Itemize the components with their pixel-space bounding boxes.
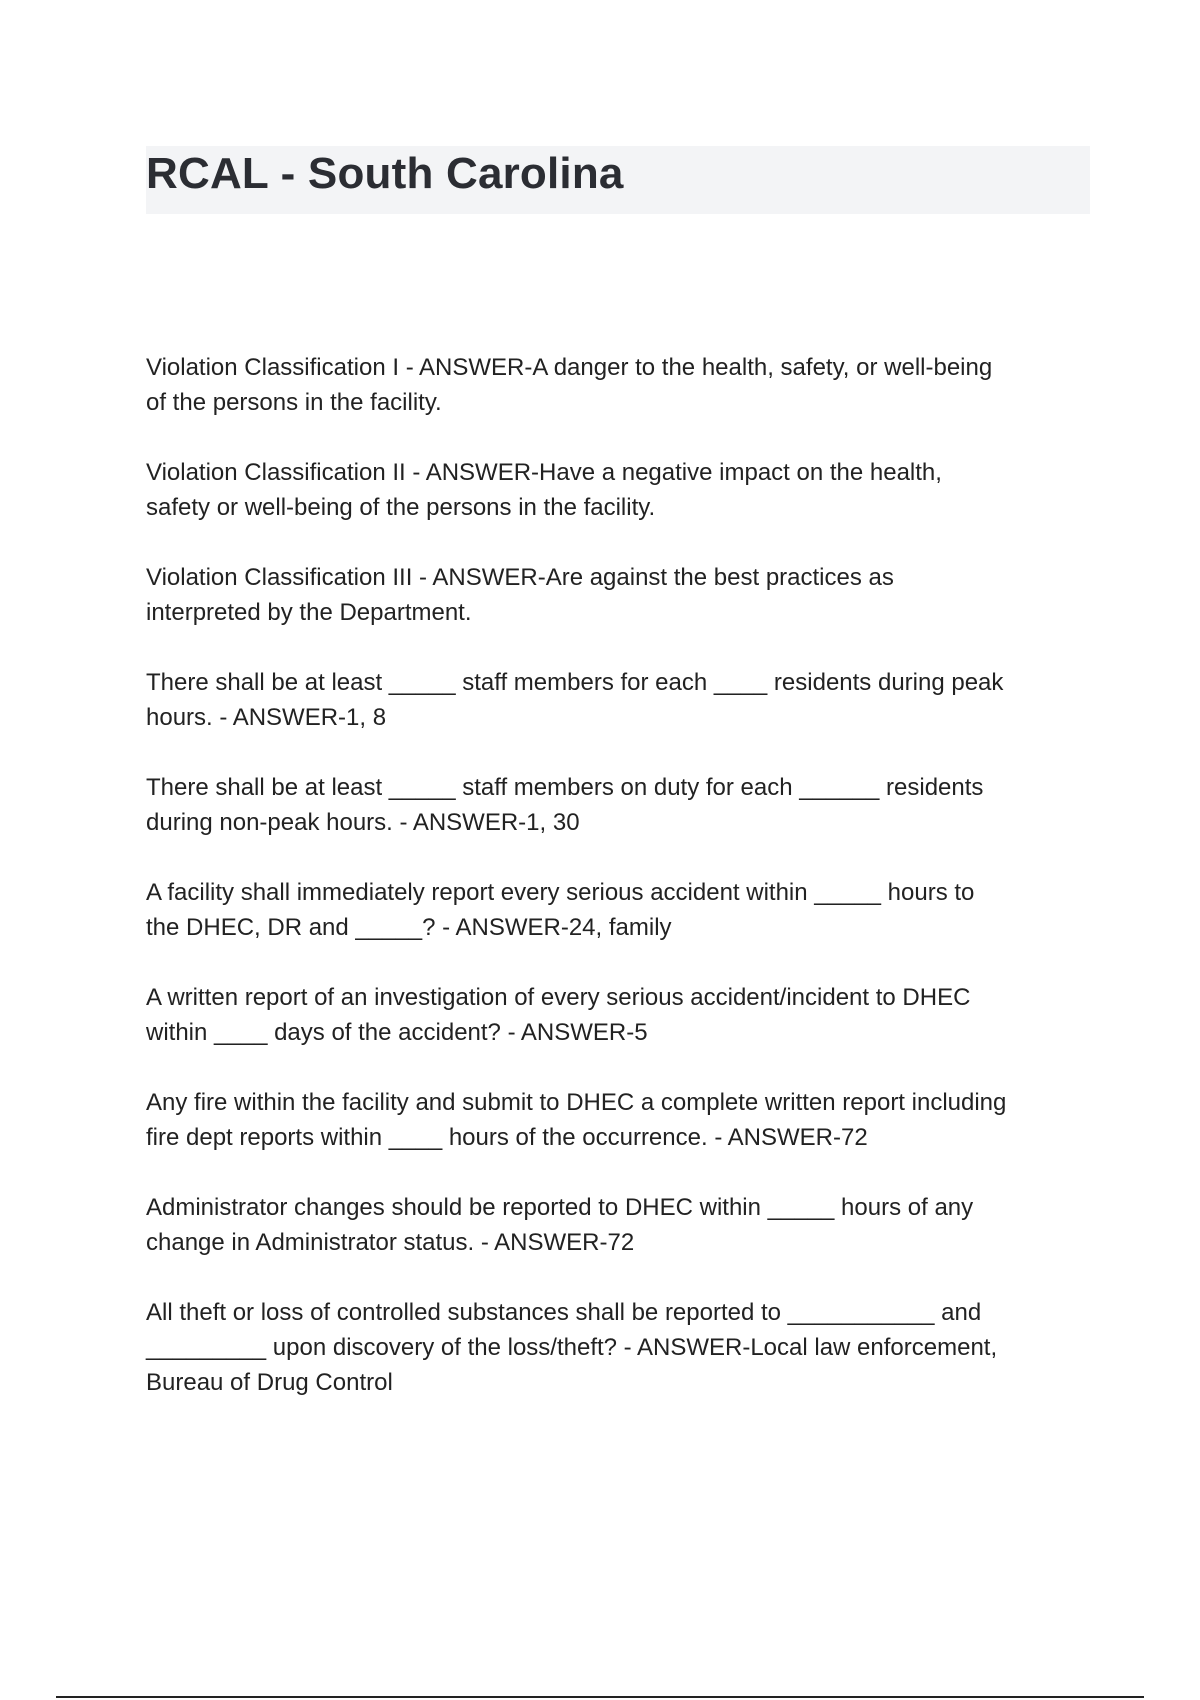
qa-item-8: Any fire within the facility and submit to DHEC a complete written report including fire dept reports within ____ hours of the occurrence. - ANSWER-72 [146,1089,1007,1151]
qa-item-1: Violation Classification I - ANSWER-A danger to the health, safety, or well-being of the persons in the facility. [146,354,993,416]
qa-item-5: There shall be at least _____ staff members on duty for each ______ residents during non-peak hours. - ANSWER-1, 30 [146,774,984,836]
page-bottom-divider [56,1696,1144,1698]
qa-item-2: Violation Classification II - ANSWER-Have a negative impact on the health, safety or well-being of the persons in the facility. [146,459,942,521]
qa-item-7: A written report of an investigation of every serious accident/incident to DHEC within ____ days of the accident? - ANSWER-5 [146,984,971,1046]
qa-item-6: A facility shall immediately report every serious accident within _____ hours to the DHEC, DR and _____? - ANSWER-24, family [146,879,975,941]
qa-item-3: Violation Classification III - ANSWER-Are against the best practices as interpreted by the Department. [146,564,894,626]
question-answer-list [146,350,1096,1435]
qa-item-10: All theft or loss of controlled substances shall be reported to ___________ and _________ upon discovery of the loss/theft? - ANSWER-Local law enforcement, Bureau of Drug Control [146,1299,998,1396]
qa-item-4: There shall be at least _____ staff members for each ____ residents during peak hours. - ANSWER-1, 8 [146,669,1004,731]
qa-item-9: Administrator changes should be reported to DHEC within _____ hours of any change in Administrator status. - ANSWER-72 [146,1194,974,1256]
page-title: RCAL - South Carolina [146,149,624,198]
